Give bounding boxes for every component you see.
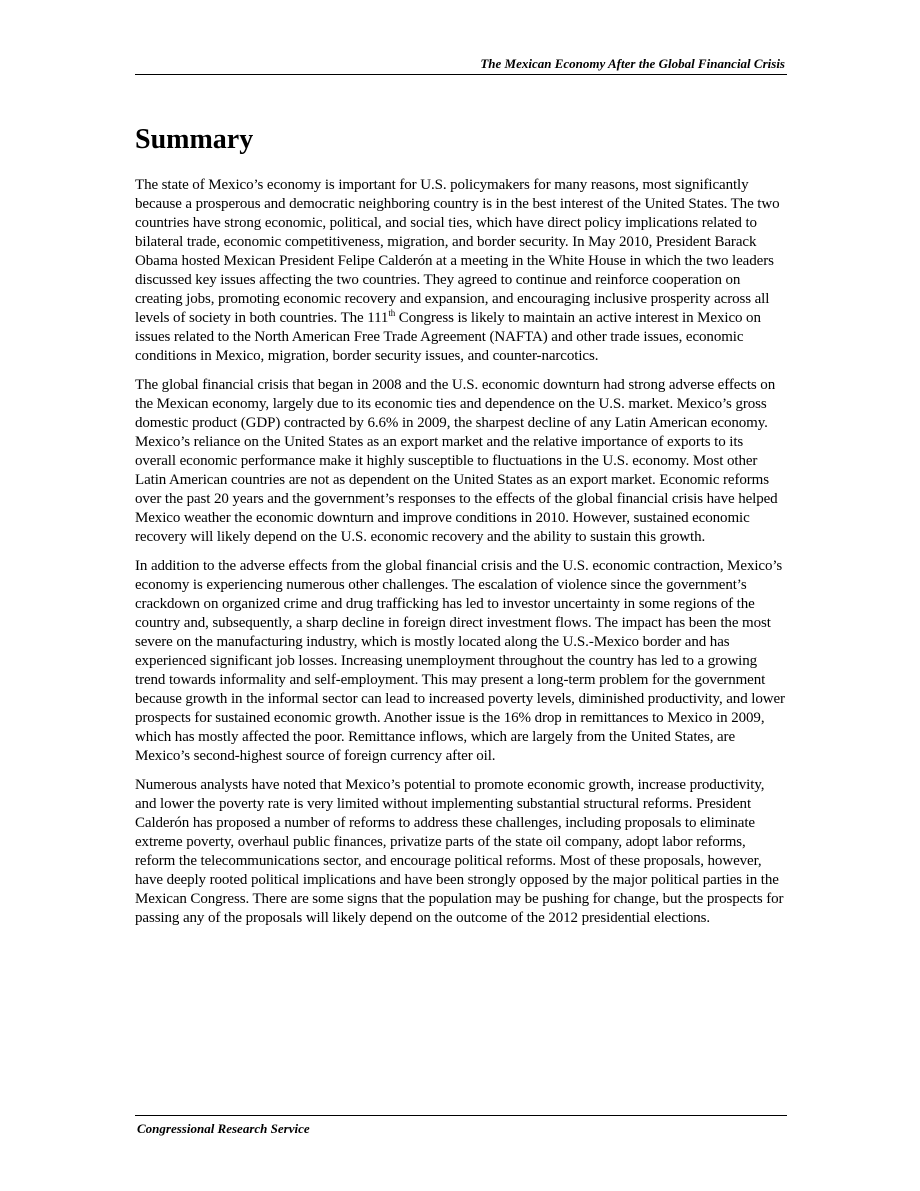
paragraph-text: Congress is likely to maintain an active interest in Mexico on issues related to the North American Free Trade Agreement (NAFTA) and other trade issues, economic conditions in Mexico, migration, border security issues, and counter-narcotics. — [135, 310, 761, 364]
paragraph-text: The state of Mexico’s economy is important for U.S. policymakers for many reasons, most significantly because a prosperous and democratic neighboring country is in the best interest of the United States. The two countries have strong economic, political, and social ties, which have direct policy implications related to bilateral trade, economic competitiveness, migration, and border security. In May 2010, President Barack Obama hosted Mexican President Felipe Calderón at a meeting in the White House in which the two leaders discussed key issues affecting the two countries. They agreed to continue and reinforce cooperation on creating jobs, promoting economic recovery and expansion, and encouraging inclusive prosperity across all levels of society in both countries. The 111 — [135, 177, 780, 326]
paragraph: In addition to the adverse effects from the global financial crisis and the U.S. economic contraction, Mexico’s economy is experiencing numerous other challenges. The escalation of violence since the government’s crackdown on organized crime and drug trafficking has led to investor uncertainty in some regions of the country and, subsequently, a sharp decline in foreign direct investment flows. The impact has been the most severe on the manufacturing industry, which is mostly located along the U.S.-Mexico border and has experienced significant job losses. Increasing unemployment throughout the country has led to a growing trend towards informality and self-employment. This may present a long-term problem for the government because growth in the informal sector can lead to increased poverty levels, diminished productivity, and lower prospects for sustained economic growth. Another issue is the 16% drop in remittances to Mexico in 2009, which has mostly affected the poor. Remittance inflows, which are largely from the United States, are Mexico’s second-highest source of foreign currency after oil. — [135, 558, 785, 764]
summary-body — [135, 176, 787, 938]
section-heading: Summary — [135, 124, 254, 155]
paragraph: Numerous analysts have noted that Mexico’s potential to promote economic growth, increase productivity, and lower the poverty rate is very limited without implementing substantial structural reforms. President Calderón has proposed a number of reforms to address these challenges, including proposals to eliminate extreme poverty, overhaul public finances, privatize parts of the state oil company, adopt labor reforms, reform the telecommunications sector, and encourage political reforms. Most of these proposals, however, have deeply rooted political implications and have been strongly opposed by the major political parties in the Mexican Congress. There are some signs that the population may be pushing for change, but the prospects for passing any of the proposals will likely depend on the outcome of the 2012 presidential elections. — [135, 777, 784, 926]
page-header — [135, 56, 787, 75]
paragraph — [135, 176, 787, 366]
footer-organization: Congressional Research Service — [137, 1121, 310, 1136]
ordinal-suffix: th — [388, 308, 396, 318]
running-title: The Mexican Economy After the Global Financial Crisis — [480, 56, 785, 71]
paragraph: The global financial crisis that began in 2008 and the U.S. economic downturn had strong adverse effects on the Mexican economy, largely due to its economic ties and dependence on the U.S. market. Mexico’s gross domestic product (GDP) contracted by 6.6% in 2009, the sharpest decline of any Latin American economy. Mexico’s reliance on the United States as an export market and the relative importance of exports to its overall economic performance make it highly susceptible to fluctuations in the U.S. economy. Most other Latin American countries are not as dependent on the United States as an export market. Economic reforms over the past 20 years and the government’s responses to the effects of the global financial crisis have helped Mexico weather the economic downturn and improve conditions in 2010. However, sustained economic recovery will likely depend on the U.S. economic recovery and the ability to sustain this growth. — [135, 377, 778, 545]
page-footer — [135, 1115, 787, 1136]
